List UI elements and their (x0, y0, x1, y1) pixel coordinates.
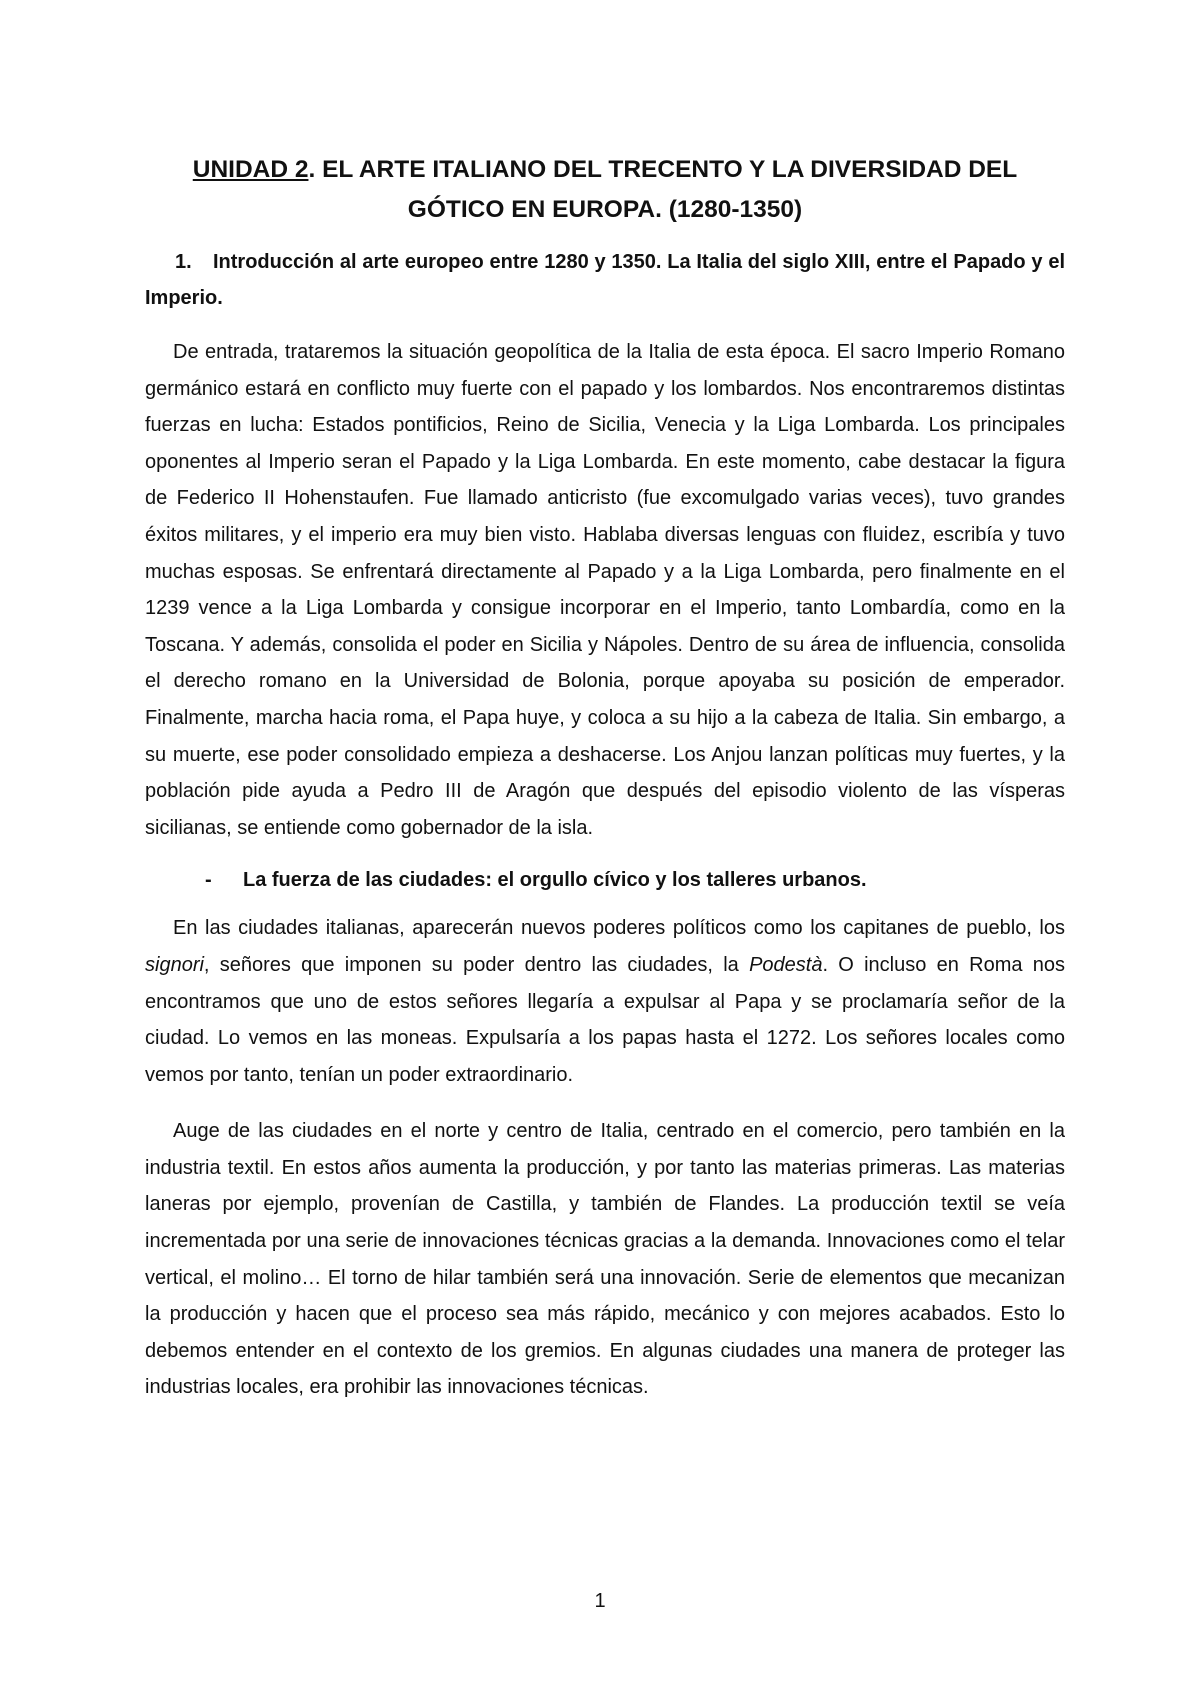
section-heading (145, 244, 1065, 316)
paragraph-text: , señores que imponen su poder dentro las ciudades, la (203, 953, 750, 976)
page-number: 1 (594, 1590, 606, 1612)
italic-term-signori: signori (145, 953, 204, 976)
subsection-heading-text: La fuerza de las ciudades: el orgullo cívico y los talleres urbanos. (243, 869, 867, 892)
section-number: 1. (175, 251, 192, 273)
paragraph-geopolitics: De entrada, trataremos la situación geopolítica de la Italia de esta época. El sacro Imperio Romano germánico estará en conflicto muy fuerte con el papado y los lombardos. Nos encontraremos distintas fuerzas en lucha: Estados pontificios, Reino de Sicilia, Venecia y la Liga Lombarda. Los principales oponentes al Imperio seran el Papado y la Liga Lombarda. En este momento, cabe destacar la figura de Federico II Hohenstaufen. Fue llamado anticristo (fue excomulgado varias veces), tuvo grandes éxitos militares, y el imperio era muy bien visto. Hablaba diversas lenguas con fluidez, escribía y tuvo muchas esposas. Se enfrentará directamente al Papado y a la Liga Lombarda, pero finalmente en el 1239 vence a la Liga Lombarda y consigue incorporar en el Imperio, tanto Lombardía, como en la Toscana. Y además, consolida el poder en Sicilia y Nápoles. Dentro de su área de influencia, consolida el derecho romano en la Universidad de Bolonia, porque apoyaba su posición de emperador. Finalmente, marcha hacia roma, el Papa huye, y coloca a su hijo a la cabeza de Italia. Sin embargo, a su muerte, ese poder consolidado empieza a deshacerse. Los Anjou lanzan políticas muy fuertes, y la población pide ayuda a Pedro III de Aragón que después del episodio violento de las vísperas sicilianas, se entiende como gobernador de la isla. (145, 341, 1065, 839)
title-line2: GÓTICO EN EUROPA. (1280-1350) (407, 196, 803, 223)
paragraph-textile-industry: Auge de las ciudades en el norte y centro de Italia, centrado en el comercio, pero también en la industria textil. En estos años aumenta la producción, y por tanto las materias primeras. Las materias laneras por ejemplo, provenían de Castilla, y también de Flandes. La producción textil se veía incrementada por una serie de innovaciones técnicas gracias a la demanda. Innovaciones como el telar vertical, el molino… El torno de hilar también será una innovación. Serie de elementos que mecanizan la producción y hacen que el proceso sea más rápido, mecánico y con mejores acabados. Esto lo debemos entender en el contexto de los gremios. En algunas ciudades una manera de proteger las industrias locales, era prohibir las innovaciones técnicas. (145, 1120, 1065, 1399)
paragraph-text: En las ciudades italianas, aparecerán nuevos poderes políticos como los capitanes de pueblo, los (173, 917, 1065, 940)
paragraph-city-powers (145, 910, 1065, 1093)
list-dash: - (205, 869, 212, 892)
document-body (145, 150, 1065, 1422)
paragraph-text: . O incluso en Roma nos encontramos que uno de estos señores llegaría a expulsar al Papa y se proclamaría señor de la ciudad. Lo vemos en las moneas. Expulsaría a los papas hasta el 1272. Los señores locales como vemos por tanto, tenían un poder extraordinario. (145, 953, 1065, 1086)
title-line1-rest: . EL ARTE ITALIANO DEL TRECENTO Y LA DIVERSIDAD DEL (308, 156, 1018, 183)
unit-label: UNIDAD 2 (192, 156, 309, 183)
subsection-heading (205, 862, 1065, 898)
italic-term-podesta: Podestà (749, 953, 823, 976)
document-title (145, 150, 1065, 230)
section-heading-text: Introducción al arte europeo entre 1280 y 1350. La Italia del siglo XIII, entre el Papado y el Imperio. (145, 251, 1065, 309)
